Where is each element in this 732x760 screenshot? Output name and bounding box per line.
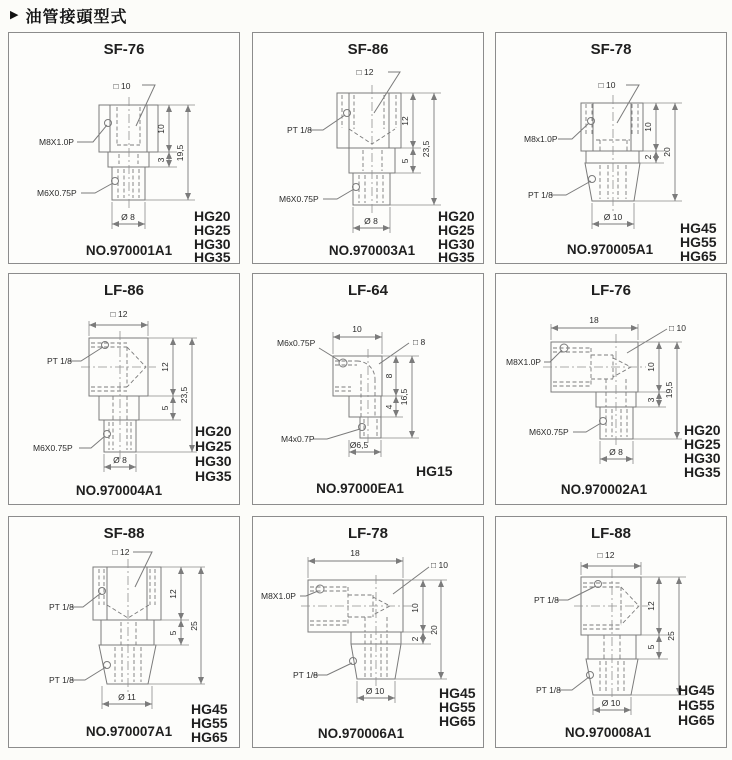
fitting-card-lf-64 [252,273,484,505]
square-size-label: □ 12 [112,547,130,557]
dim-b: 2 [643,154,653,160]
fitting-card-sf-76 [8,32,240,264]
port-thread-label: M8X1.0P [506,357,541,367]
hg-item: HG25 [438,222,475,238]
hg-item: HG45 [680,220,717,236]
stud-thread-label: PT 1/8 [293,670,318,680]
technical-drawing [496,33,726,263]
dimensions [592,103,682,229]
technical-drawing [253,274,483,504]
dim-a: 12 [646,601,656,611]
arrow-bullet-icon: ▶ [10,9,19,21]
fitting-card-lf-78 [252,516,484,748]
hg-item: HG30 [438,236,475,252]
hg-item: HG20 [438,208,475,224]
square-size-label: □ 10 [431,560,448,570]
dim-total: 25 [666,631,676,641]
fitting-card-sf-86 [252,32,484,264]
part-number: NO.970003A1 [328,243,416,258]
leader-lines [71,552,152,680]
port-thread-label: M8X1.0P [39,137,74,147]
dim-a: 10 [410,603,420,613]
leader-lines [77,85,155,193]
page-title: 油管接頭型式 [25,9,128,26]
dim-b: 5 [160,405,170,411]
dimensions [551,324,682,464]
hg-item: HG45 [439,685,476,701]
hg-item: HG35 [195,468,232,484]
technical-drawing [496,517,726,747]
dim-a: 12 [160,362,170,372]
hidden-lines [342,85,396,215]
hg-item: HG55 [678,697,715,713]
part-number: NO.97000EA1 [316,481,404,496]
stud-thread-label: M6X0.75P [279,194,319,204]
part-outline [581,577,641,695]
fitting-card-lf-86 [8,273,240,505]
hg-item: HG35 [438,249,475,263]
stud-thread-label: PT 1/8 [528,190,553,200]
hg-item: HG65 [439,713,476,729]
square-size-label: □ 8 [413,337,426,347]
dim-b: 2 [410,636,420,642]
diameter-label: Ø 10 [365,686,385,696]
stud-thread-label: PT 1/8 [49,675,74,685]
dim-total: 23,5 [179,386,189,404]
hg-item: HG20 [195,423,232,439]
dimensions [353,93,441,233]
hg-compatibility-list [678,682,715,728]
hg-item: HG25 [194,222,231,238]
model-name: SF-88 [103,525,145,542]
model-name: SF-86 [347,41,389,58]
dim-total: 19,5 [175,144,185,162]
technical-drawing [9,517,239,747]
model-name: LF-86 [103,282,145,299]
hg-item: HG20 [194,208,231,224]
model-name: LF-76 [590,282,632,299]
dim-a: 12 [400,116,410,126]
stud-thread-label: PT 1/8 [536,685,561,695]
part-outline [93,567,161,684]
model-name: LF-78 [347,525,389,542]
diameter-label: Ø 8 [609,447,623,457]
part-number: NO.970008A1 [564,725,652,740]
dim-a: 12 [168,589,178,599]
hg-item: HG45 [678,682,715,698]
hg-item: HG30 [195,453,232,469]
dim-a: 10 [156,124,166,134]
dim-total: 20 [662,147,672,157]
leader-lines [544,329,667,432]
part-number: NO.970002A1 [560,482,648,497]
hg-item: HG55 [680,234,717,250]
dim-total: 16,5 [399,388,409,406]
stud-thread-label: M6X0.75P [33,443,73,453]
fitting-card-sf-78 [495,32,727,264]
leader-lines [310,72,400,199]
hg-item: HG30 [194,236,231,252]
part-number: NO.970001A1 [85,243,173,258]
diameter-label: Ø 8 [121,212,135,222]
diameter-label: Ø 8 [364,216,378,226]
dim-a: 10 [643,122,653,132]
dimensions [308,557,447,703]
port-thread-label: M6x0.75P [277,338,316,348]
hg-compatibility-list [195,423,232,484]
dim-total: 20 [429,625,439,635]
dim-b: 5 [646,644,656,650]
hg-item: HG25 [195,438,232,454]
part-number: NO.970004A1 [75,483,163,498]
dim-total: 25 [189,621,199,631]
technical-drawing [9,274,239,504]
dim-b: 3 [646,397,656,403]
hg-compatibility-list [191,701,228,745]
port-thread-label: M8x1.0P [524,134,558,144]
hg-item: HG65 [678,712,715,728]
port-thread-label: PT 1/8 [287,125,312,135]
dim-a: 8 [384,373,394,379]
hidden-lines [117,97,140,209]
top-width-label: 10 [352,324,362,334]
fitting-card-lf-88 [495,516,727,748]
dim-b: 5 [400,158,410,164]
hg-compatibility-list [680,220,717,263]
square-size-label: □ 10 [669,323,686,333]
technical-drawing [253,33,483,263]
stud-thread-label: M4x0.7P [281,434,315,444]
stud-thread-label: M6X0.75P [37,188,77,198]
dim-total: 19,5 [664,381,674,399]
dim-b: 3 [156,157,166,163]
technical-drawing [253,517,483,747]
dim-a: 10 [646,362,656,372]
technical-drawing [496,274,726,504]
dim-b: 4 [384,404,394,410]
part-outline [89,338,148,452]
fitting-card-lf-76 [495,273,727,505]
fitting-card-sf-88 [8,516,240,748]
diameter-label: Ø 10 [601,698,621,708]
diameter-label: Ø6,5 [349,440,369,450]
hg-item: HG35 [684,464,721,480]
hg-compatibility-list [416,463,453,479]
hg-item: HG55 [191,715,228,731]
port-thread-label: PT 1/8 [47,356,72,366]
diameter-label: Ø 8 [113,455,127,465]
technical-drawing [9,33,239,263]
square-size-label: □ 12 [597,550,615,560]
hg-item: HG15 [416,463,453,479]
hg-item: HG35 [194,249,231,263]
diameter-label: Ø 10 [603,212,623,222]
dim-b: 5 [168,630,178,636]
hg-item: HG55 [439,699,476,715]
diameter-label: Ø 11 [118,692,136,702]
hidden-lines [574,569,648,703]
hg-compatibility-list [194,208,231,263]
square-size-label: □ 12 [110,309,128,319]
model-name: LF-64 [347,282,389,299]
hg-compatibility-list [684,422,721,480]
hg-item: HG25 [684,436,721,452]
hg-compatibility-list [439,685,476,729]
hg-item: HG65 [680,248,717,263]
hg-item: HG45 [191,701,228,717]
port-thread-label: PT 1/8 [534,595,559,605]
square-size-label: □ 10 [113,81,131,91]
square-size-label: □ 12 [356,67,374,77]
model-name: SF-78 [590,41,632,58]
top-width-label: 18 [350,548,360,558]
part-number: NO.970007A1 [85,724,173,739]
hg-item: HG65 [191,729,228,745]
hg-compatibility-list [438,208,475,263]
part-number: NO.970005A1 [566,242,654,257]
port-thread-label: PT 1/8 [49,602,74,612]
hidden-lines [586,95,638,213]
stud-thread-label: M6X0.75P [529,427,569,437]
model-name: SF-76 [103,41,145,58]
hg-item: HG30 [684,450,721,466]
top-width-label: 18 [589,315,599,325]
dim-total: 23,5 [421,140,431,158]
port-thread-label: M8X1.0P [261,591,296,601]
section-header [10,4,127,27]
part-outline [551,342,638,439]
part-outline [333,356,382,438]
square-size-label: □ 10 [598,80,616,90]
part-number: NO.970006A1 [317,726,405,741]
hg-item: HG20 [684,422,721,438]
model-name: LF-88 [590,525,632,542]
